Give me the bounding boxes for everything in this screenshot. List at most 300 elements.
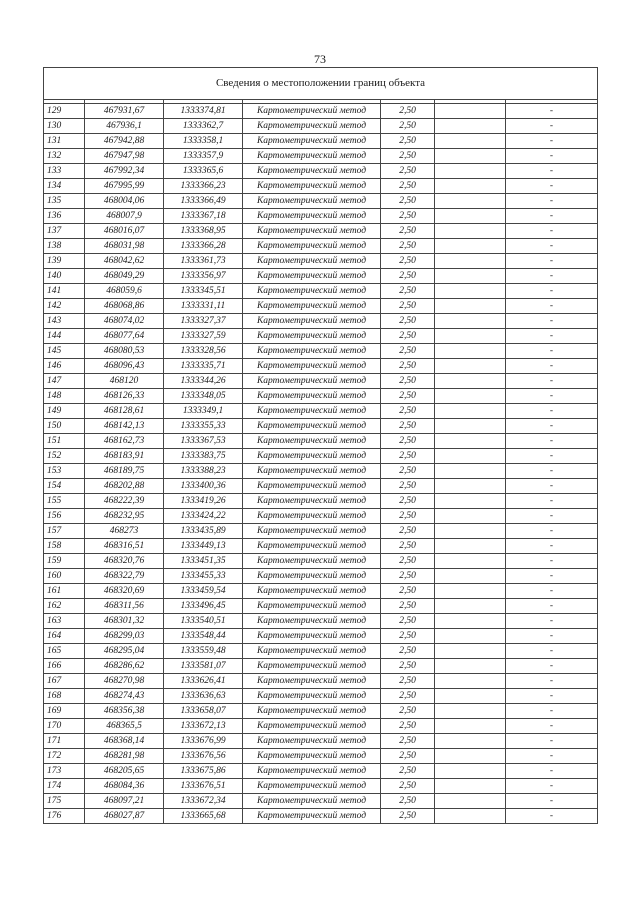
empty-cell <box>435 119 506 134</box>
empty-cell <box>435 584 506 599</box>
y-coordinate-cell: 1333636,63 <box>164 689 243 704</box>
accuracy-cell: 2,50 <box>381 104 435 119</box>
empty-cell <box>435 104 506 119</box>
point-number-cell: 151 <box>44 434 85 449</box>
empty-cell <box>435 809 506 824</box>
description-cell: - <box>506 614 598 629</box>
y-coordinate-cell: 1333362,7 <box>164 119 243 134</box>
accuracy-cell: 2,50 <box>381 494 435 509</box>
point-number-cell: 158 <box>44 539 85 554</box>
table-row <box>44 344 598 359</box>
point-number-cell: 138 <box>44 239 85 254</box>
x-coordinate-cell: 468365,5 <box>85 719 164 734</box>
accuracy-cell: 2,50 <box>381 599 435 614</box>
description-cell: - <box>506 584 598 599</box>
y-coordinate-cell: 1333368,95 <box>164 224 243 239</box>
method-cell: Картометрический метод <box>243 779 381 794</box>
point-number-cell: 148 <box>44 389 85 404</box>
accuracy-cell: 2,50 <box>381 719 435 734</box>
x-coordinate-cell: 468162,73 <box>85 434 164 449</box>
x-coordinate-cell: 468270,98 <box>85 674 164 689</box>
description-cell: - <box>506 149 598 164</box>
accuracy-cell: 2,50 <box>381 749 435 764</box>
y-coordinate-cell: 1333459,54 <box>164 584 243 599</box>
method-cell: Картометрический метод <box>243 404 381 419</box>
point-number-cell: 173 <box>44 764 85 779</box>
description-cell: - <box>506 374 598 389</box>
description-cell: - <box>506 254 598 269</box>
point-number-cell: 136 <box>44 209 85 224</box>
y-coordinate-cell: 1333358,1 <box>164 134 243 149</box>
accuracy-cell: 2,50 <box>381 794 435 809</box>
point-number-cell: 134 <box>44 179 85 194</box>
x-coordinate-cell: 468281,98 <box>85 749 164 764</box>
table-row <box>44 659 598 674</box>
table-row <box>44 134 598 149</box>
empty-cell <box>435 464 506 479</box>
x-coordinate-cell: 467936,1 <box>85 119 164 134</box>
point-number-cell: 139 <box>44 254 85 269</box>
method-cell: Картометрический метод <box>243 764 381 779</box>
accuracy-cell: 2,50 <box>381 134 435 149</box>
table-row <box>44 314 598 329</box>
description-cell: - <box>506 659 598 674</box>
method-cell: Картометрический метод <box>243 674 381 689</box>
empty-cell <box>435 794 506 809</box>
table-row <box>44 494 598 509</box>
method-cell: Картометрический метод <box>243 449 381 464</box>
description-cell: - <box>506 359 598 374</box>
empty-cell <box>435 314 506 329</box>
table-row <box>44 569 598 584</box>
x-coordinate-cell: 468301,32 <box>85 614 164 629</box>
method-cell: Картометрический метод <box>243 224 381 239</box>
empty-cell <box>435 524 506 539</box>
point-number-cell: 143 <box>44 314 85 329</box>
method-cell: Картометрический метод <box>243 419 381 434</box>
table-row <box>44 689 598 704</box>
method-cell: Картометрический метод <box>243 119 381 134</box>
point-number-cell: 150 <box>44 419 85 434</box>
y-coordinate-cell: 1333675,86 <box>164 764 243 779</box>
y-coordinate-cell: 1333348,05 <box>164 389 243 404</box>
table-row <box>44 374 598 389</box>
table-row <box>44 449 598 464</box>
accuracy-cell: 2,50 <box>381 194 435 209</box>
x-coordinate-cell: 468096,43 <box>85 359 164 374</box>
table-row <box>44 509 598 524</box>
y-coordinate-cell: 1333559,48 <box>164 644 243 659</box>
accuracy-cell: 2,50 <box>381 419 435 434</box>
empty-cell <box>435 554 506 569</box>
accuracy-cell: 2,50 <box>381 509 435 524</box>
table-caption: Сведения о местоположении границ объекта <box>44 68 598 100</box>
table-row <box>44 644 598 659</box>
table-row <box>44 809 598 824</box>
table-row <box>44 764 598 779</box>
table-row <box>44 119 598 134</box>
point-number-cell: 164 <box>44 629 85 644</box>
point-number-cell: 135 <box>44 194 85 209</box>
point-number-cell: 129 <box>44 104 85 119</box>
description-cell: - <box>506 134 598 149</box>
y-coordinate-cell: 1333540,51 <box>164 614 243 629</box>
table-row <box>44 479 598 494</box>
method-cell: Картометрический метод <box>243 734 381 749</box>
boundary-table <box>43 67 598 824</box>
empty-cell <box>435 209 506 224</box>
description-cell: - <box>506 284 598 299</box>
table-row <box>44 299 598 314</box>
method-cell: Картометрический метод <box>243 104 381 119</box>
method-cell: Картометрический метод <box>243 629 381 644</box>
table-row <box>44 584 598 599</box>
accuracy-cell: 2,50 <box>381 779 435 794</box>
y-coordinate-cell: 1333356,97 <box>164 269 243 284</box>
x-coordinate-cell: 468189,75 <box>85 464 164 479</box>
accuracy-cell: 2,50 <box>381 254 435 269</box>
description-cell: - <box>506 419 598 434</box>
x-coordinate-cell: 468273 <box>85 524 164 539</box>
table-row <box>44 434 598 449</box>
accuracy-cell: 2,50 <box>381 434 435 449</box>
method-cell: Картометрический метод <box>243 164 381 179</box>
empty-cell <box>435 779 506 794</box>
accuracy-cell: 2,50 <box>381 164 435 179</box>
y-coordinate-cell: 1333366,28 <box>164 239 243 254</box>
table-row <box>44 149 598 164</box>
empty-cell <box>435 749 506 764</box>
point-number-cell: 140 <box>44 269 85 284</box>
method-cell: Картометрический метод <box>243 599 381 614</box>
method-cell: Картометрический метод <box>243 149 381 164</box>
table-row <box>44 464 598 479</box>
point-number-cell: 172 <box>44 749 85 764</box>
empty-cell <box>435 329 506 344</box>
table-body <box>44 68 598 824</box>
x-coordinate-cell: 468059,6 <box>85 284 164 299</box>
x-coordinate-cell: 468316,51 <box>85 539 164 554</box>
point-number-cell: 169 <box>44 704 85 719</box>
description-cell: - <box>506 299 598 314</box>
description-cell: - <box>506 704 598 719</box>
point-number-cell: 133 <box>44 164 85 179</box>
x-coordinate-cell: 468142,13 <box>85 419 164 434</box>
x-coordinate-cell: 468356,38 <box>85 704 164 719</box>
description-cell: - <box>506 119 598 134</box>
y-coordinate-cell: 1333367,53 <box>164 434 243 449</box>
accuracy-cell: 2,50 <box>381 554 435 569</box>
y-coordinate-cell: 1333451,35 <box>164 554 243 569</box>
caption-row <box>44 68 598 100</box>
empty-cell <box>435 479 506 494</box>
empty-cell <box>435 164 506 179</box>
table-row <box>44 104 598 119</box>
description-cell: - <box>506 329 598 344</box>
method-cell: Картометрический метод <box>243 194 381 209</box>
x-coordinate-cell: 468183,91 <box>85 449 164 464</box>
method-cell: Картометрический метод <box>243 134 381 149</box>
x-coordinate-cell: 467995,99 <box>85 179 164 194</box>
x-coordinate-cell: 468080,53 <box>85 344 164 359</box>
description-cell: - <box>506 314 598 329</box>
description-cell: - <box>506 569 598 584</box>
description-cell: - <box>506 494 598 509</box>
table-row <box>44 719 598 734</box>
description-cell: - <box>506 464 598 479</box>
method-cell: Картометрический метод <box>243 239 381 254</box>
description-cell: - <box>506 104 598 119</box>
method-cell: Картометрический метод <box>243 284 381 299</box>
method-cell: Картометрический метод <box>243 719 381 734</box>
method-cell: Картометрический метод <box>243 509 381 524</box>
y-coordinate-cell: 1333676,51 <box>164 779 243 794</box>
method-cell: Картометрический метод <box>243 479 381 494</box>
point-number-cell: 152 <box>44 449 85 464</box>
description-cell: - <box>506 764 598 779</box>
y-coordinate-cell: 1333665,68 <box>164 809 243 824</box>
empty-cell <box>435 509 506 524</box>
empty-cell <box>435 764 506 779</box>
y-coordinate-cell: 1333327,37 <box>164 314 243 329</box>
table-row <box>44 674 598 689</box>
accuracy-cell: 2,50 <box>381 314 435 329</box>
empty-cell <box>435 149 506 164</box>
table-row <box>44 629 598 644</box>
y-coordinate-cell: 1333335,71 <box>164 359 243 374</box>
x-coordinate-cell: 468004,06 <box>85 194 164 209</box>
empty-cell <box>435 719 506 734</box>
accuracy-cell: 2,50 <box>381 359 435 374</box>
point-number-cell: 167 <box>44 674 85 689</box>
table-row <box>44 524 598 539</box>
description-cell: - <box>506 389 598 404</box>
description-cell: - <box>506 749 598 764</box>
empty-cell <box>435 374 506 389</box>
description-cell: - <box>506 194 598 209</box>
method-cell: Картометрический метод <box>243 374 381 389</box>
y-coordinate-cell: 1333383,75 <box>164 449 243 464</box>
accuracy-cell: 2,50 <box>381 284 435 299</box>
table-row <box>44 239 598 254</box>
y-coordinate-cell: 1333496,45 <box>164 599 243 614</box>
method-cell: Картометрический метод <box>243 299 381 314</box>
x-coordinate-cell: 468320,76 <box>85 554 164 569</box>
x-coordinate-cell: 468084,36 <box>85 779 164 794</box>
method-cell: Картометрический метод <box>243 464 381 479</box>
y-coordinate-cell: 1333672,13 <box>164 719 243 734</box>
accuracy-cell: 2,50 <box>381 224 435 239</box>
point-number-cell: 171 <box>44 734 85 749</box>
point-number-cell: 147 <box>44 374 85 389</box>
y-coordinate-cell: 1333366,23 <box>164 179 243 194</box>
method-cell: Картометрический метод <box>243 614 381 629</box>
x-coordinate-cell: 468027,87 <box>85 809 164 824</box>
x-coordinate-cell: 468222,39 <box>85 494 164 509</box>
point-number-cell: 162 <box>44 599 85 614</box>
y-coordinate-cell: 1333365,6 <box>164 164 243 179</box>
method-cell: Картометрический метод <box>243 539 381 554</box>
accuracy-cell: 2,50 <box>381 374 435 389</box>
empty-cell <box>435 389 506 404</box>
method-cell: Картометрический метод <box>243 809 381 824</box>
empty-cell <box>435 254 506 269</box>
point-number-cell: 137 <box>44 224 85 239</box>
empty-cell <box>435 659 506 674</box>
x-coordinate-cell: 467942,88 <box>85 134 164 149</box>
table-row <box>44 599 598 614</box>
empty-cell <box>435 239 506 254</box>
point-number-cell: 149 <box>44 404 85 419</box>
x-coordinate-cell: 467947,98 <box>85 149 164 164</box>
description-cell: - <box>506 689 598 704</box>
description-cell: - <box>506 239 598 254</box>
x-coordinate-cell: 468077,64 <box>85 329 164 344</box>
x-coordinate-cell: 468299,03 <box>85 629 164 644</box>
empty-cell <box>435 434 506 449</box>
description-cell: - <box>506 524 598 539</box>
accuracy-cell: 2,50 <box>381 524 435 539</box>
accuracy-cell: 2,50 <box>381 704 435 719</box>
description-cell: - <box>506 209 598 224</box>
accuracy-cell: 2,50 <box>381 659 435 674</box>
y-coordinate-cell: 1333327,59 <box>164 329 243 344</box>
point-number-cell: 168 <box>44 689 85 704</box>
y-coordinate-cell: 1333374,81 <box>164 104 243 119</box>
description-cell: - <box>506 539 598 554</box>
table-row <box>44 404 598 419</box>
x-coordinate-cell: 468031,98 <box>85 239 164 254</box>
y-coordinate-cell: 1333658,07 <box>164 704 243 719</box>
accuracy-cell: 2,50 <box>381 299 435 314</box>
x-coordinate-cell: 468320,69 <box>85 584 164 599</box>
table-row <box>44 284 598 299</box>
table-row <box>44 779 598 794</box>
description-cell: - <box>506 479 598 494</box>
empty-cell <box>435 269 506 284</box>
empty-cell <box>435 674 506 689</box>
point-number-cell: 159 <box>44 554 85 569</box>
y-coordinate-cell: 1333331,11 <box>164 299 243 314</box>
point-number-cell: 153 <box>44 464 85 479</box>
description-cell: - <box>506 674 598 689</box>
y-coordinate-cell: 1333419,26 <box>164 494 243 509</box>
empty-cell <box>435 569 506 584</box>
method-cell: Картометрический метод <box>243 644 381 659</box>
method-cell: Картометрический метод <box>243 344 381 359</box>
x-coordinate-cell: 468286,62 <box>85 659 164 674</box>
y-coordinate-cell: 1333367,18 <box>164 209 243 224</box>
table-row <box>44 539 598 554</box>
method-cell: Картометрический метод <box>243 209 381 224</box>
empty-cell <box>435 284 506 299</box>
method-cell: Картометрический метод <box>243 659 381 674</box>
x-coordinate-cell: 468274,43 <box>85 689 164 704</box>
empty-cell <box>435 449 506 464</box>
accuracy-cell: 2,50 <box>381 734 435 749</box>
description-cell: - <box>506 179 598 194</box>
table-row <box>44 179 598 194</box>
method-cell: Картометрический метод <box>243 434 381 449</box>
accuracy-cell: 2,50 <box>381 344 435 359</box>
point-number-cell: 166 <box>44 659 85 674</box>
accuracy-cell: 2,50 <box>381 239 435 254</box>
description-cell: - <box>506 719 598 734</box>
accuracy-cell: 2,50 <box>381 689 435 704</box>
point-number-cell: 170 <box>44 719 85 734</box>
y-coordinate-cell: 1333435,89 <box>164 524 243 539</box>
point-number-cell: 141 <box>44 284 85 299</box>
x-coordinate-cell: 468007,9 <box>85 209 164 224</box>
x-coordinate-cell: 468368,14 <box>85 734 164 749</box>
x-coordinate-cell: 468322,79 <box>85 569 164 584</box>
x-coordinate-cell: 468097,21 <box>85 794 164 809</box>
description-cell: - <box>506 599 598 614</box>
y-coordinate-cell: 1333361,73 <box>164 254 243 269</box>
y-coordinate-cell: 1333676,56 <box>164 749 243 764</box>
description-cell: - <box>506 224 598 239</box>
y-coordinate-cell: 1333626,41 <box>164 674 243 689</box>
method-cell: Картометрический метод <box>243 179 381 194</box>
x-coordinate-cell: 468295,04 <box>85 644 164 659</box>
description-cell: - <box>506 644 598 659</box>
point-number-cell: 160 <box>44 569 85 584</box>
point-number-cell: 132 <box>44 149 85 164</box>
table-row <box>44 794 598 809</box>
table-row <box>44 209 598 224</box>
point-number-cell: 130 <box>44 119 85 134</box>
accuracy-cell: 2,50 <box>381 389 435 404</box>
accuracy-cell: 2,50 <box>381 539 435 554</box>
accuracy-cell: 2,50 <box>381 809 435 824</box>
x-coordinate-cell: 468128,61 <box>85 404 164 419</box>
method-cell: Картометрический метод <box>243 269 381 284</box>
empty-cell <box>435 704 506 719</box>
method-cell: Картометрический метод <box>243 494 381 509</box>
table-row <box>44 269 598 284</box>
empty-cell <box>435 629 506 644</box>
method-cell: Картометрический метод <box>243 524 381 539</box>
description-cell: - <box>506 404 598 419</box>
table-row <box>44 749 598 764</box>
x-coordinate-cell: 468126,33 <box>85 389 164 404</box>
table-row <box>44 164 598 179</box>
y-coordinate-cell: 1333345,51 <box>164 284 243 299</box>
empty-cell <box>435 689 506 704</box>
table-row <box>44 614 598 629</box>
description-cell: - <box>506 779 598 794</box>
point-number-cell: 157 <box>44 524 85 539</box>
description-cell: - <box>506 734 598 749</box>
empty-cell <box>435 614 506 629</box>
accuracy-cell: 2,50 <box>381 674 435 689</box>
y-coordinate-cell: 1333344,26 <box>164 374 243 389</box>
y-coordinate-cell: 1333328,56 <box>164 344 243 359</box>
point-number-cell: 131 <box>44 134 85 149</box>
y-coordinate-cell: 1333548,44 <box>164 629 243 644</box>
empty-cell <box>435 194 506 209</box>
point-number-cell: 176 <box>44 809 85 824</box>
x-coordinate-cell: 467931,67 <box>85 104 164 119</box>
description-cell: - <box>506 434 598 449</box>
empty-cell <box>435 644 506 659</box>
accuracy-cell: 2,50 <box>381 644 435 659</box>
method-cell: Картометрический метод <box>243 704 381 719</box>
x-coordinate-cell: 468202,88 <box>85 479 164 494</box>
x-coordinate-cell: 468049,29 <box>85 269 164 284</box>
table-row <box>44 704 598 719</box>
x-coordinate-cell: 468120 <box>85 374 164 389</box>
